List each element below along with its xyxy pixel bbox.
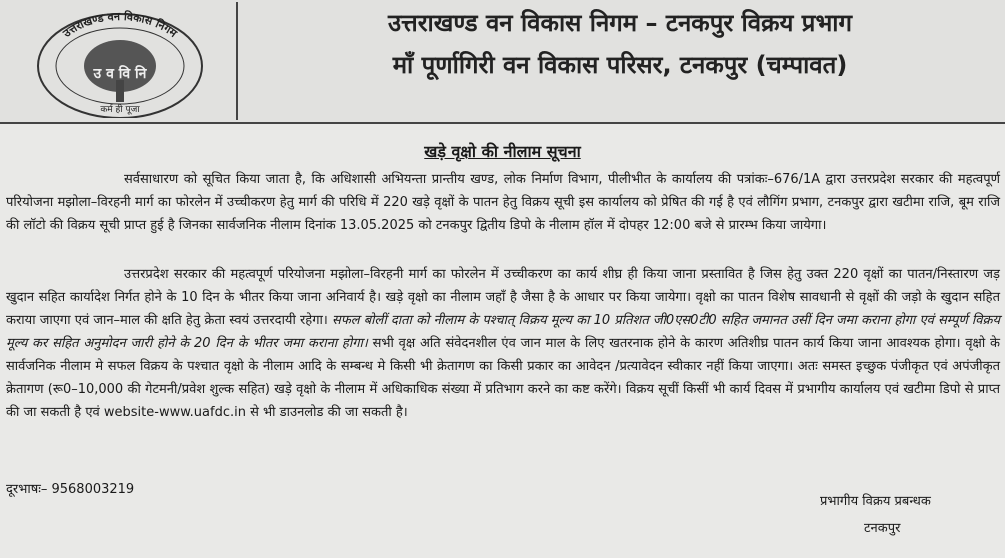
header-title-line1: उत्तराखण्ड वन विकास निगम – टनकपुर विक्रय प्रभाग [387,9,853,37]
paragraph-2-italic-terms: सफल बोलीं दाता को नीलाम के पश्चात् विक्रय मूल्य का 10 प्रतिशत जी0एस0टी0 सहित जमानत उसीं दिन जमा कराना होगा एवं सम्पूर्ण विक्रय मूल्य कर सहित अनुमोदन जारी होने के 20 दिन के भीतर जमा कराना होगा। [6,313,1000,351]
phone-number: दूरभाषः– 9568003219 [6,482,135,497]
paragraph-2-text-a: उत्तरप्रदेश सरकार की महत्वपूर्ण परियोजना मझोला–विरहनी मार्ग का फोरलेन में उच्चीकरण का कार्य शीघ्र ही किया जाना प्रस्तावित है जिस हेतु उक्त 220 वृक्षों का पातन/निस्तारण जड़ खुदान सहित कार्यादेश निर्गत होने के 10 दिन के भीतर किया जाना अनिवार्य है। खड़े वृक्षो का नीलाम जहाँ है जैसा है के आधार पर किया जायेगा। वृक्षो का पातन विशेष सावधानी से वृक्षों की जड़ो के खुदान सहित कराया जाएगा एवं जान–माल की क्षति हेतु क्रेता स्वयं उत्तरदायी रहेगा। [6,267,1000,328]
paragraph-2-text-b: सभी वृक्ष अति संवेदनशील एंव जान माल के लिए खतरनाक होने के कारण अतिशीघ्र पातन कार्य किया जाना आवश्यक होगा। वृक्षो के सार्वजनिक नीलाम मे सफल विक्रय के पश्चात वृक्षो के नीलाम आदि के सम्बन्ध मे किसी भी क्रेतागण का किसी प्रकार का आवेदन /प्रत्यावेदन स्वीकार नहीं किया जाएगा। अतः समस्त इच्छुक पंजीकृत एवं अपंजीकृत क्रेतागण (रू0–10,000 की गेटमनी/प्रवेश शुल्क सहित) खड़े वृक्षो के नीलाम में अधिकाधिक संख्या में प्रतिभाग करने का कष्ट करेंगे। विक्रय सूचीं किसीं भी कार्य दिवस में प्रभागीय कार्यालय एवं खटीमा डिपो से प्राप्त की जा सकती है एवं website-www.uafdc.in से भी डाउनलोड की जा सकती है। [6,336,1000,420]
notice-title-wrap [0,140,1005,162]
signature-designation: प्रभागीय विक्रय प्रबन्धक [820,494,931,509]
notice-paragraph-1: सर्वसाधारण को सूचित किया जाता है, कि अधिशासी अभियन्ता प्रान्तीय खण्ड, लोक निर्माण विभाग, पीलीभीत के कार्यालय की पत्रांकः–676/1A द्वारा उत्तरप्रदेश सरकार की महत्वपूर्ण परियोजना मझोला–विरहनी मार्ग का फोरलेन में उच्चीकरण हेतु मार्ग की परिधि में 220 खड़े वृक्षों के पातन हेतु विक्रय सूची इस कार्यालय को प्रेषित की गई है एवं लौगिंग प्रभाग, टनकपुर द्वारा खटीमा राजि, बूम राजि की लॉटो की विक्रय सूची प्राप्त हुई है जिनका सार्वजनिक नीलाम दिनांक 13.05.2025 को टनकपुर द्वितीय डिपो के नीलाम हॉल में दोपहर 12:00 बजे से प्रारम्भ किया जायेगा। [6,172,1000,233]
signature-location: टनकपुर [864,521,901,536]
header [0,0,1005,124]
logo-motto: कर्म ही पूजा [100,105,140,115]
logo-box [4,2,238,120]
notice-title: खड़े वृक्षो की नीलाम सूचना [424,142,581,161]
logo-ring-text: उत्तराखण्ड वन विकास निगम [60,9,180,40]
notice-paragraph-2 [6,263,1000,424]
header-title-line2: माँ पूर्णागिरी वन विकास परिसर, टनकपुर (चम्पावत) [392,51,848,79]
corporation-logo [20,8,220,118]
svg-text:उत्तराखण्ड वन विकास निगम [60,9,180,41]
logo-center-text: उ व वि नि [93,66,147,82]
